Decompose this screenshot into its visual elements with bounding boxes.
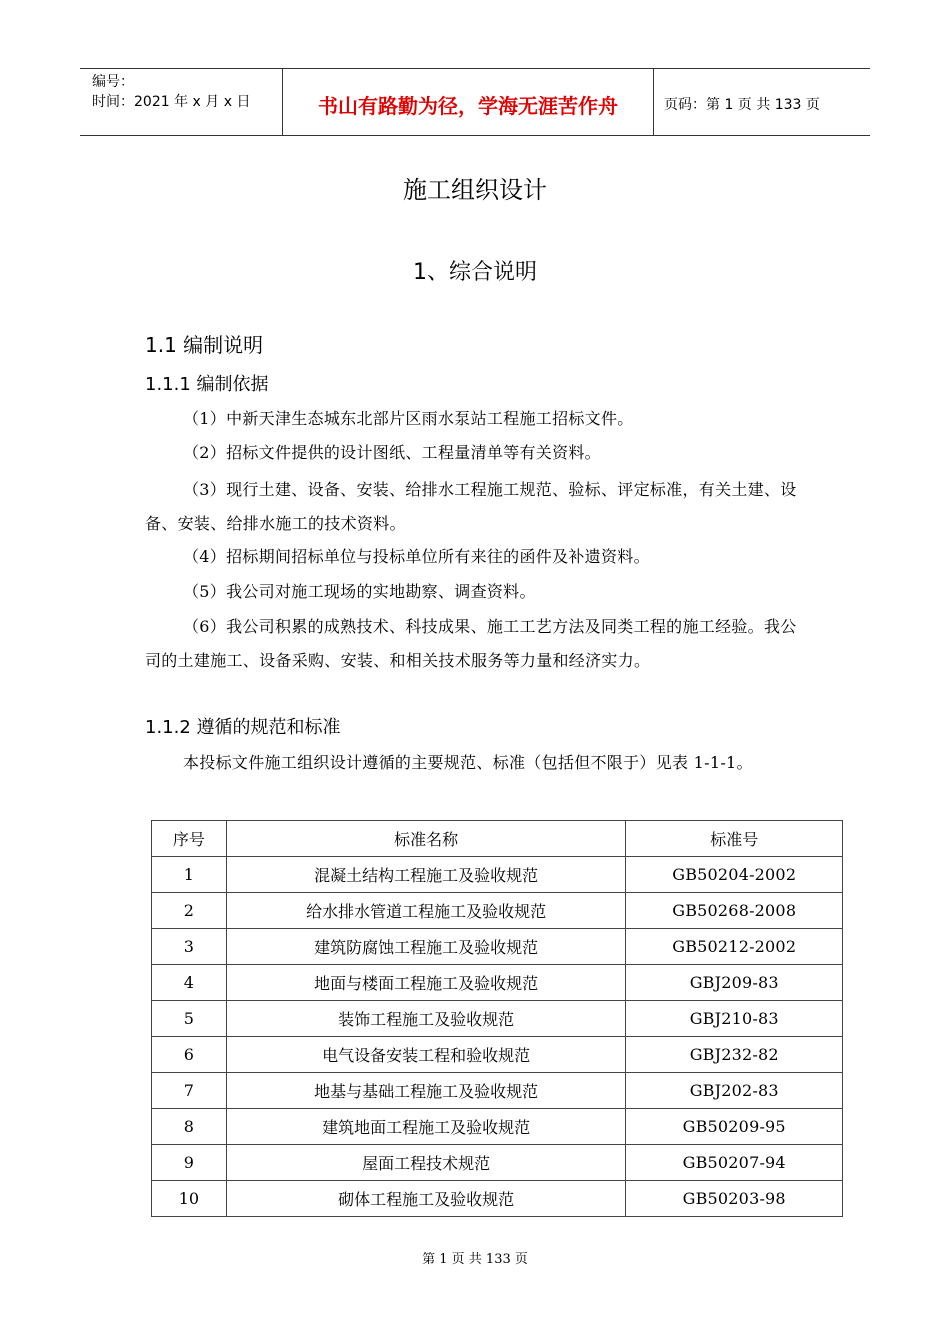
cell-code: GBJ210-83 — [626, 1001, 843, 1037]
cell-code: GB50268-2008 — [626, 893, 843, 929]
basis-item-5: （5）我公司对施工现场的实地勘察、调查资料。 — [183, 582, 536, 601]
page-header — [80, 68, 870, 136]
cell-index: 9 — [152, 1145, 227, 1181]
cell-name: 混凝土结构工程施工及验收规范 — [226, 857, 626, 893]
header-motto: 书山有路勤为径，学海无涯苦作舟 — [282, 69, 654, 135]
table-row — [152, 893, 843, 929]
table-row — [152, 1037, 843, 1073]
cell-name: 装饰工程施工及验收规范 — [226, 1001, 626, 1037]
cell-code: GB50203-98 — [626, 1181, 843, 1217]
cell-index: 1 — [152, 857, 227, 893]
table-row — [152, 929, 843, 965]
table-row — [152, 1109, 843, 1145]
table-row — [152, 1073, 843, 1109]
table-row — [152, 1181, 843, 1217]
table-row — [152, 1145, 843, 1181]
cell-code: GB50204-2002 — [626, 857, 843, 893]
basis-item-4: （4）招标期间招标单位与投标单位所有来往的函件及补遗资料。 — [183, 547, 650, 566]
cell-code: GBJ202-83 — [626, 1073, 843, 1109]
page-footer: 第 1 页 共 133 页 — [422, 1252, 528, 1267]
cell-index: 8 — [152, 1109, 227, 1145]
header-page-info: 页码：第 1 页 共 133 页 — [664, 97, 820, 113]
cell-index: 6 — [152, 1037, 227, 1073]
section-heading-1-1-1: 1.1.1 编制依据 — [145, 374, 269, 395]
table-header-row — [152, 821, 843, 857]
cell-name: 地面与楼面工程施工及验收规范 — [226, 965, 626, 1001]
number-label: 编号： — [92, 74, 134, 90]
basis-item-6: （6）我公司积累的成熟技术、科技成果、施工工艺方法及同类工程的施工经验。我公司的土建施工、设备采购、安装、和相关技术服务等力量和经济实力。 — [145, 617, 797, 670]
cell-index: 4 — [152, 965, 227, 1001]
table-row — [152, 965, 843, 1001]
basis-item-2: （2）招标文件提供的设计图纸、工程量清单等有关资料。 — [183, 443, 601, 462]
cell-index: 10 — [152, 1181, 227, 1217]
cell-index: 2 — [152, 893, 227, 929]
standards-table — [151, 820, 843, 1217]
column-header-name: 标准名称 — [226, 821, 626, 857]
chapter-title: 1、综合说明 — [413, 260, 537, 285]
cell-name: 屋面工程技术规范 — [226, 1145, 626, 1181]
cell-code: GB50209-95 — [626, 1109, 843, 1145]
cell-code: GB50207-94 — [626, 1145, 843, 1181]
column-header-index: 序号 — [152, 821, 227, 857]
cell-name: 砌体工程施工及验收规范 — [226, 1181, 626, 1217]
cell-name: 电气设备安装工程和验收规范 — [226, 1037, 626, 1073]
cell-index: 7 — [152, 1073, 227, 1109]
cell-code: GBJ232-82 — [626, 1037, 843, 1073]
table-row — [152, 1001, 843, 1037]
cell-name: 给水排水管道工程施工及验收规范 — [226, 893, 626, 929]
cell-name: 建筑防腐蚀工程施工及验收规范 — [226, 929, 626, 965]
standards-intro: 本投标文件施工组织设计遵循的主要规范、标准（包括但不限于）见表 1-1-1。 — [183, 753, 753, 772]
cell-name: 建筑地面工程施工及验收规范 — [226, 1109, 626, 1145]
cell-code: GB50212-2002 — [626, 929, 843, 965]
cell-index: 5 — [152, 1001, 227, 1037]
table-row — [152, 857, 843, 893]
cell-name: 地基与基础工程施工及验收规范 — [226, 1073, 626, 1109]
column-header-code: 标准号 — [626, 821, 843, 857]
header-meta — [80, 69, 282, 135]
document-title: 施工组织设计 — [403, 176, 547, 204]
cell-index: 3 — [152, 929, 227, 965]
basis-item-1: （1）中新天津生态城东北部片区雨水泵站工程施工招标文件。 — [183, 409, 634, 428]
basis-item-3: （3）现行土建、设备、安装、给排水工程施工规范、验标、评定标准，有关土建、设备、安装、给排水施工的技术资料。 — [145, 480, 797, 533]
section-heading-1-1: 1.1 编制说明 — [145, 333, 264, 357]
cell-code: GBJ209-83 — [626, 965, 843, 1001]
section-heading-1-1-2: 1.1.2 遵循的规范和标准 — [145, 717, 341, 738]
time-label: 时间：2021 年 x 月 x 日 — [92, 94, 251, 110]
